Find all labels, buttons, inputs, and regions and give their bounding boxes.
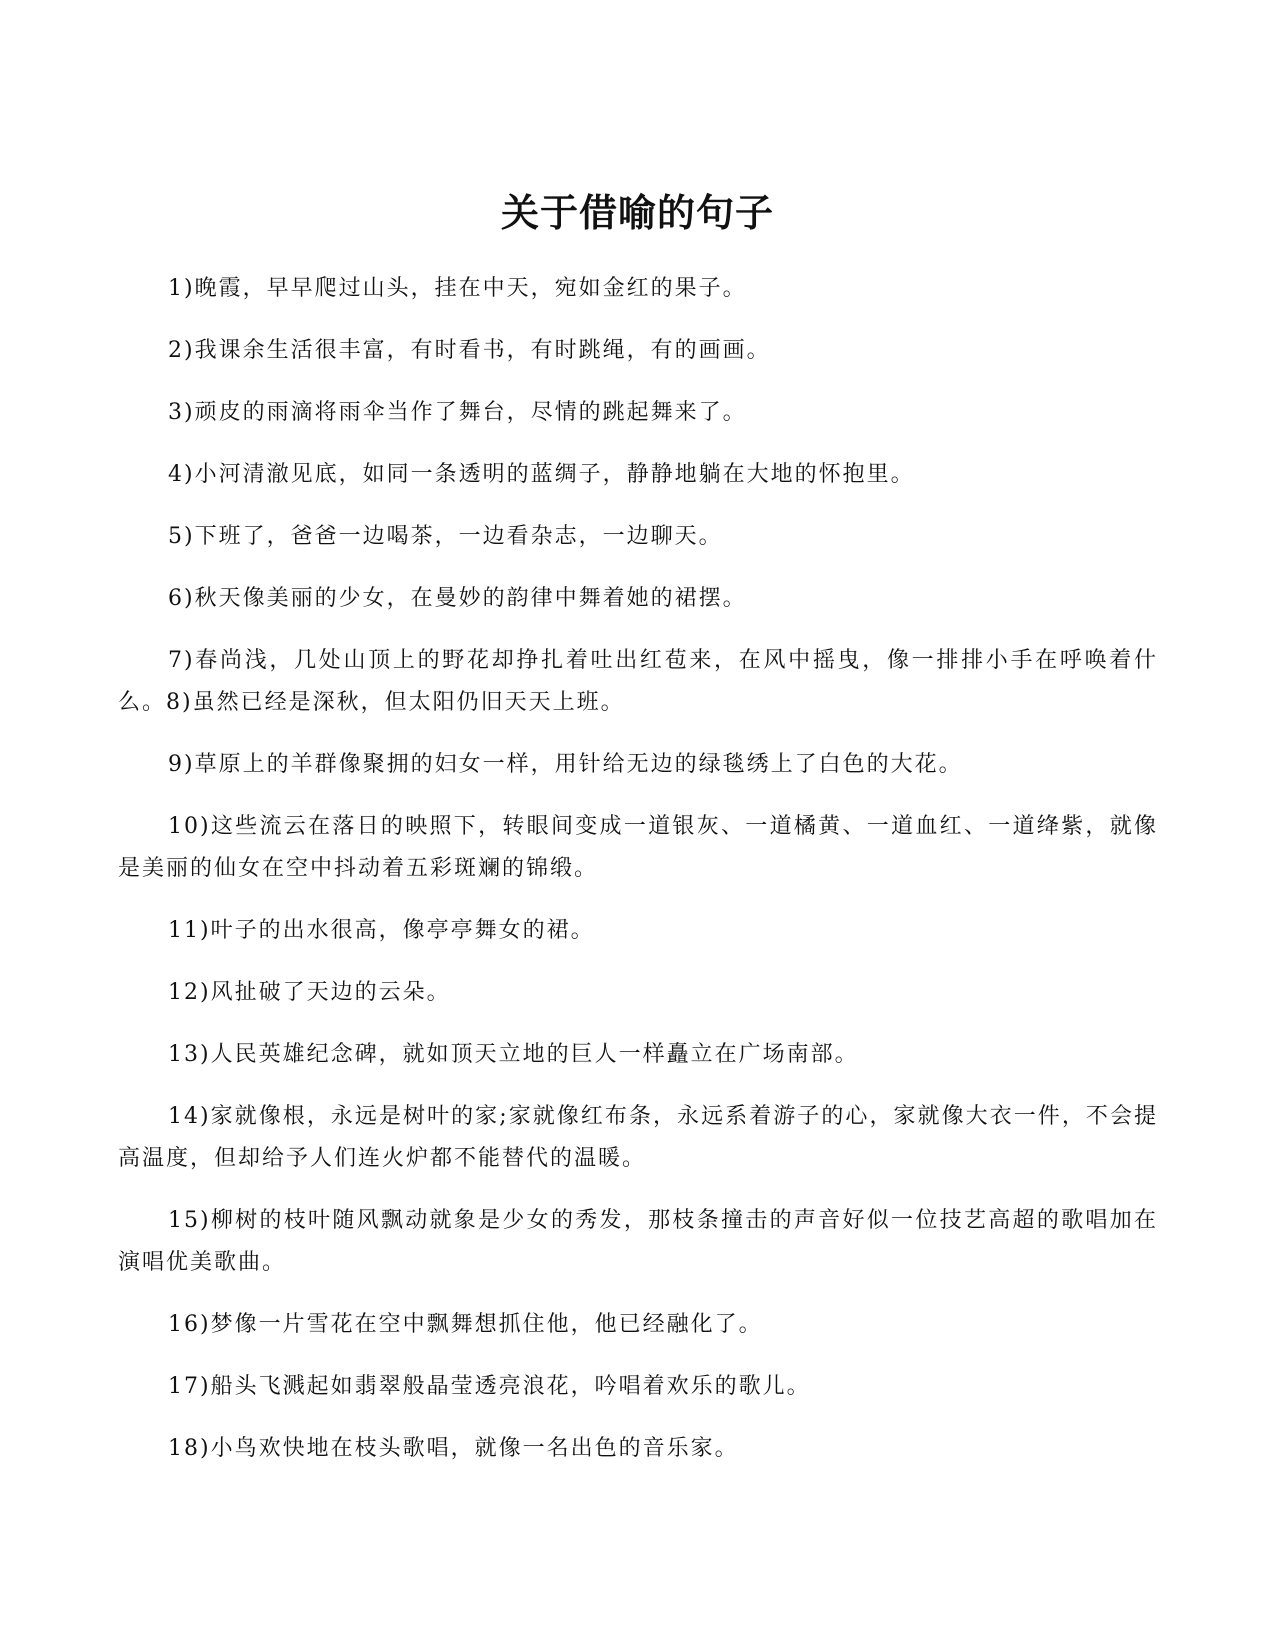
paragraph-14: 14)家就像根，永远是树叶的家;家就像红布条，永远系着游子的心，家就像大衣一件，不会提高温度，但却给予人们连火炉都不能替代的温暖。 [118, 1104, 1158, 1171]
paragraph-5: 5)下班了，爸爸一边喝茶，一边看杂志，一边聊天。 [168, 524, 723, 549]
paragraph-12: 12)风扯破了天边的云朵。 [168, 980, 451, 1005]
paragraph-6: 6)秋天像美丽的少女，在曼妙的韵律中舞着她的裙摆。 [168, 586, 747, 611]
page-title: 关于借喻的句子 [500, 191, 774, 235]
paragraph-3: 3)顽皮的雨滴将雨伞当作了舞台，尽情的跳起舞来了。 [168, 400, 747, 425]
paragraph-11: 11)叶子的出水很高，像亭亭舞女的裙。 [168, 918, 595, 943]
paragraph-18: 18)小鸟欢快地在枝头歌唱，就像一名出色的音乐家。 [168, 1436, 739, 1461]
paragraph-7: 7)春尚浅，几处山顶上的野花却挣扎着吐出红苞来，在风中摇曳，像一排排小手在呼唤着什么。8)虽然已经是深秋，但太阳仍旧天天上班。 [118, 648, 1158, 715]
paragraph-16: 16)梦像一片雪花在空中飘舞想抓住他，他已经融化了。 [168, 1312, 763, 1337]
paragraph-9: 9)草原上的羊群像聚拥的妇女一样，用针给无边的绿毯绣上了白色的大花。 [168, 752, 963, 777]
paragraph-4: 4)小河清澈见底，如同一条透明的蓝绸子，静静地躺在大地的怀抱里。 [168, 462, 915, 487]
paragraph-17: 17)船头飞溅起如翡翠般晶莹透亮浪花，吟唱着欢乐的歌儿。 [168, 1374, 811, 1399]
paragraph-2: 2)我课余生活很丰富，有时看书，有时跳绳，有的画画。 [168, 338, 771, 363]
document-body [118, 268, 1158, 1490]
paragraph-13: 13)人民英雄纪念碑，就如顶天立地的巨人一样矗立在广场南部。 [168, 1042, 859, 1067]
paragraph-1: 1)晚霞，早早爬过山头，挂在中天，宛如金红的果子。 [168, 276, 747, 301]
paragraph-15: 15)柳树的枝叶随风飘动就象是少女的秀发，那枝条撞击的声音好似一位技艺高超的歌唱加在演唱优美歌曲。 [118, 1208, 1158, 1275]
paragraph-10: 10)这些流云在落日的映照下，转眼间变成一道银灰、一道橘黄、一道血红、一道绛紫，就像是美丽的仙女在空中抖动着五彩斑斓的锦缎。 [118, 814, 1158, 881]
